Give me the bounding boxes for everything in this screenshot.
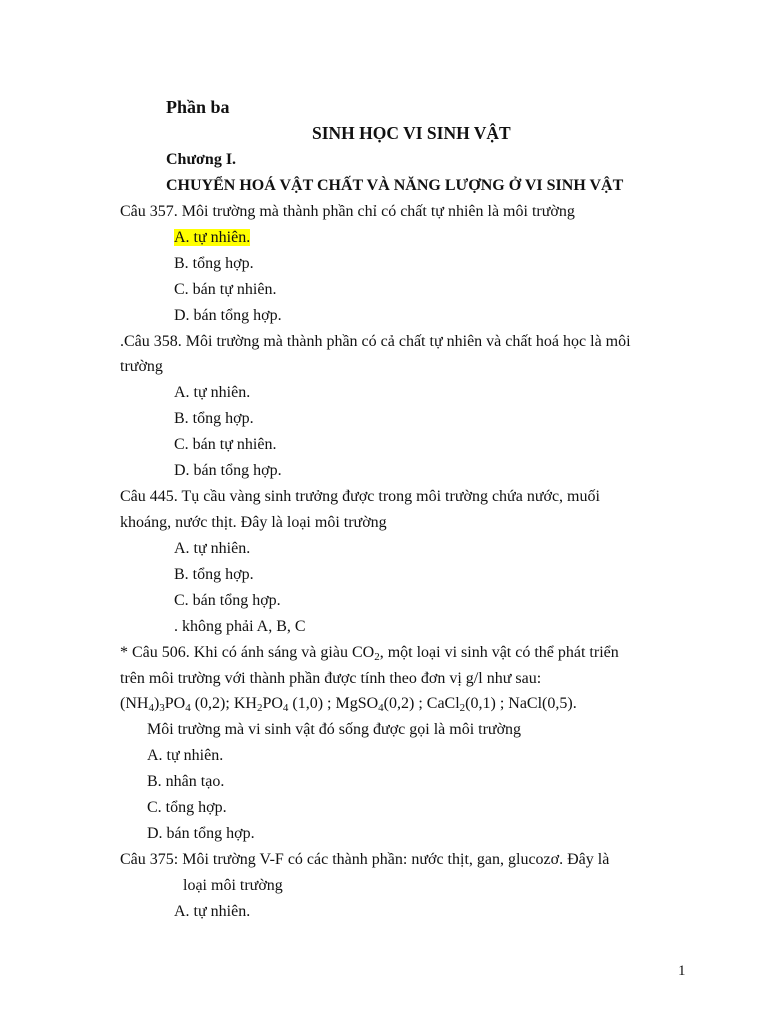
question-445-line1: Câu 445. Tụ cầu vàng sinh trưởng được trong môi trường chứa nước, muối	[120, 488, 600, 505]
question-506-line4: Môi trường mà vi sinh vật đó sống được gọi là môi trường	[147, 721, 522, 738]
q358-option-c: C. bán tự nhiên.	[174, 436, 277, 453]
q506-option-a: A. tự nhiên.	[147, 747, 224, 764]
section-title: SINH HỌC VI SINH VẬT	[312, 123, 511, 143]
q357-option-a	[174, 228, 250, 248]
part-heading: Phần ba	[166, 97, 230, 117]
subscript: 2	[459, 702, 466, 714]
subscript: 2	[374, 651, 380, 663]
formula-part: (NH	[120, 695, 149, 712]
question-375-line1: Câu 375: Môi trường V-F có các thành phần: nước thịt, gan, glucozơ. Đây là	[120, 851, 610, 868]
q506-option-b: B. nhân tạo.	[147, 773, 225, 790]
q358-option-a: A. tự nhiên.	[174, 384, 251, 401]
chapter-number: Chương I.	[166, 151, 237, 168]
formula-part: (0,2) ; CaCl	[383, 695, 460, 712]
text-segment: * Câu 506. Khi có ánh sáng và giàu CO	[120, 644, 375, 661]
chemical-formula-line	[120, 694, 577, 718]
page-number: 1	[678, 963, 686, 979]
q506-option-c: C. tổng hợp.	[147, 799, 227, 816]
formula-part: (1,0) ; MgSO	[288, 695, 379, 712]
q357-option-b: B. tổng hợp.	[174, 255, 254, 272]
chapter-title: CHUYỂN HOÁ VẬT CHẤT VÀ NĂNG LƯỢNG Ở VI SINH VẬT	[166, 177, 624, 194]
q445-option-a: A. tự nhiên.	[174, 540, 251, 557]
formula-part: PO	[164, 695, 186, 712]
q506-option-d: D. bán tổng hợp.	[147, 825, 255, 842]
q375-option-a: A. tự nhiên.	[174, 903, 251, 920]
subscript: 2	[256, 702, 263, 714]
question-358-line1: .Câu 358. Môi trường mà thành phần có cả chất tự nhiên và chất hoá học là môi	[120, 333, 631, 350]
question-506-line2: trên môi trường với thành phần được tính theo đơn vị g/l như sau:	[120, 670, 542, 687]
q357-option-c: C. bán tự nhiên.	[174, 281, 277, 298]
formula-part: (0,2); KH	[190, 695, 257, 712]
q445-option-b: B. tổng hợp.	[174, 566, 254, 583]
formula-part: (0,1) ; NaCl(0,5).	[465, 695, 577, 712]
q357-option-d: D. bán tổng hợp.	[174, 307, 282, 324]
subscript: 4	[185, 702, 191, 714]
q358-option-d: D. bán tổng hợp.	[174, 462, 282, 479]
formula-part: )	[153, 695, 160, 712]
formula-part: PO	[262, 695, 283, 712]
subscript: 4	[148, 702, 154, 714]
text-segment: , một loại vi sinh vật có thể phát triển	[379, 644, 619, 661]
q445-option-c: C. bán tổng hợp.	[174, 592, 281, 609]
subscript: 4	[378, 702, 384, 714]
question-358-line2: trường	[120, 358, 163, 375]
q445-option-d: . không phải A, B, C	[174, 618, 306, 635]
question-445-line2: khoáng, nước thịt. Đây là loại môi trường	[120, 514, 387, 531]
question-357: Câu 357. Môi trường mà thành phần chỉ có chất tự nhiên là môi trường	[120, 203, 575, 220]
subscript: 4	[282, 702, 289, 714]
q358-option-b: B. tổng hợp.	[174, 410, 254, 427]
highlighted-answer: A. tự nhiên.	[174, 229, 251, 246]
question-506-line1	[120, 643, 619, 667]
question-375-line2: loại môi trường	[183, 877, 283, 894]
subscript: 3	[159, 702, 165, 714]
